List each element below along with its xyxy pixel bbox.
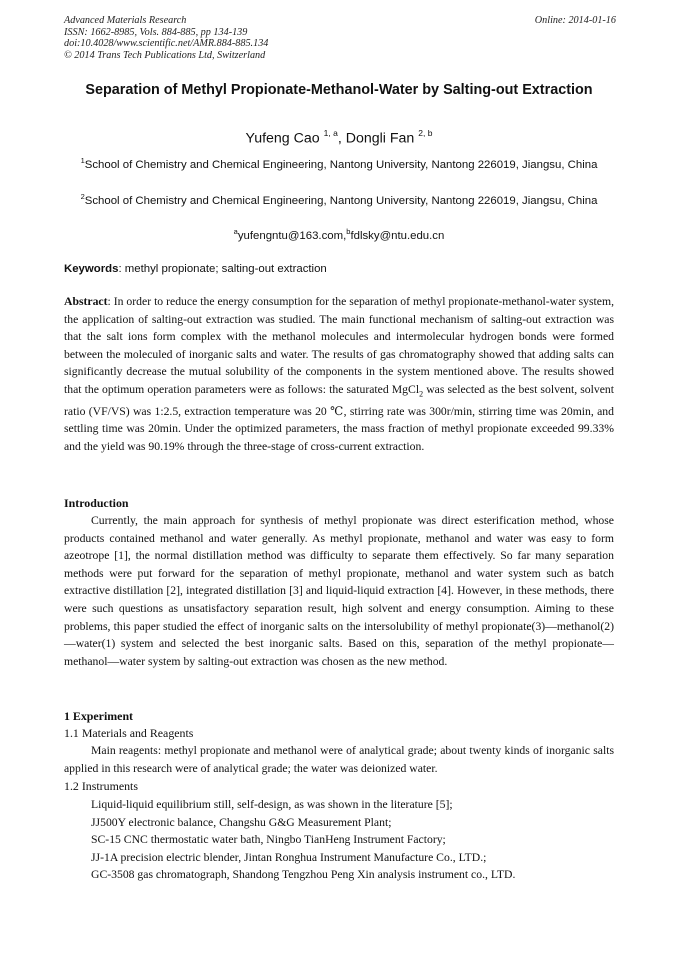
journal-copyright: © 2014 Trans Tech Publications Ltd, Switzerland — [64, 49, 266, 61]
abstract-text: : In order to reduce the energy consumption for the separation of methyl propionate-methanol-water system, the application of salting-out extraction was studied. The main functional mechanism of salting-out extraction was that the salt ions form complex with the methanol molecules and intermolecular hydrogen bonds were formed between the moleculed of inorganic salts and water. The results of gas chromatography showed that adding salts can significantly decrease the mutual solubility of the components in the system mentioned above. The results showed that the optimum operation parameters were as follows: the saturated MgCl — [64, 295, 614, 396]
materials-heading: 1.1 Materials and Reagents — [64, 726, 194, 740]
author-emails — [64, 224, 614, 244]
author-list: Yufeng Cao $^{1, a}$, Dongli Fan $^{2, b}$ — [245, 128, 433, 147]
email-mark: a — [233, 227, 238, 236]
author-affiliation-mark: 2, b — [418, 128, 433, 138]
affiliation-mark: 2 — [80, 192, 85, 201]
keywords — [64, 261, 614, 277]
abstract-label: Abstract — [64, 295, 108, 308]
keywords-label: Keywords — [64, 263, 119, 275]
affiliation-mark: 1 — [80, 156, 85, 165]
email-b: fdlsky@ntu.edu.cn — [350, 229, 445, 242]
abstract — [64, 293, 614, 456]
materials-paragraph: Main reagents: methyl propionate and methanol were of analytical grade; about twenty kinds of inorganic salts applied in this research were of analytical grade; the water was deionized water. — [64, 744, 614, 775]
experiment-heading: 1 Experiment — [64, 709, 134, 723]
author-name: Yufeng Cao — [245, 130, 320, 147]
abstract-subscript: 2 — [419, 389, 424, 399]
list-item: JJ500Y electronic balance, Changshu G&G Measurement Plant; — [91, 815, 392, 829]
email-a: yufengntu@163.com, — [237, 229, 347, 242]
journal-issn: ISSN: 1662-8985, Vols. 884-885, pp 134-139 — [64, 26, 248, 38]
list-item: SC-15 CNC thermostatic water bath, Ningbo TianHeng Instrument Factory; — [91, 833, 446, 847]
affiliation-1 — [64, 152, 614, 174]
affiliation-2 — [64, 188, 614, 210]
online-date: Online: 2014-01-16 — [534, 15, 616, 26]
list-item: GC-3508 gas chromatograph, Shandong Tengzhou Peng Xin analysis instrument co., LTD. — [91, 868, 516, 882]
affiliation-text: School of Chemistry and Chemical Engineering, Nantong University, Nantong 226019, Jiangsu, China — [84, 158, 598, 171]
affiliation-text: School of Chemistry and Chemical Engineering, Nantong University, Nantong 226019, Jiangsu, China — [84, 194, 598, 207]
list-item: JJ-1A precision electric blender, Jintan Ronghua Instrument Manufacture Co., LTD.; — [91, 850, 487, 864]
paper-title: Separation of Methyl Propionate-Methanol-Water by Salting-out Extraction — [85, 82, 593, 98]
instruments-heading: 1.2 Instruments — [64, 779, 138, 793]
instrument-list — [91, 796, 611, 884]
email-mark: b — [346, 227, 351, 236]
journal-name: Advanced Materials Research — [64, 15, 187, 26]
journal-doi: doi:10.4028/www.scientific.net/AMR.884-885.134 — [64, 38, 269, 50]
author-affiliation-mark: 1, a — [323, 128, 338, 138]
list-item: Liquid-liquid equilibrium still, self-design, as was shown in the literature [5]; — [91, 798, 453, 811]
author-name: Dongli Fan — [345, 130, 415, 147]
abstract-text-continued: was selected as the best solvent, solvent ratio (VF/VS) was 1:2.5, extraction temperature was 20 ℃, stirring rate was 300r/min, stirring time was 20min, and settling time was 20min. Under the optimized parameters, the mass fraction of methyl propionate exceeded 99.33% and the yield was 90.19% through the three-stage of cross-current extraction. — [64, 382, 614, 454]
introduction-paragraph: Currently, the main approach for synthesis of methyl propionate was direct esterification method, whose products contained methanol and water generally. As methyl propionate, methanol and water was easy to form azeotrope [1], the normal distillation method was difficulty to separate them effectively. So far many separation methods were put forward for the separation of methyl propionate, methanol and water system such as batch extractive distillation [2], integrated distillation [3] and liquid-liquid extraction [4]. However, in these methods, there were such questions as unsatisfactory separation result, high solvent and energy consumption. Aiming to these problems, this paper studied the effect of inorganic salts on the intersolubility of methyl propionate(3)—methanol(2)—water(1) system and selected the best inorganic salts. Based on this, separation of the methyl propionate—methanol—water system by salting-out extraction was chosen as the new method. — [64, 514, 614, 668]
introduction-heading: Introduction — [64, 496, 129, 510]
keywords-text: : methyl propionate; salting-out extraction — [118, 263, 327, 275]
journal-meta — [64, 15, 268, 61]
